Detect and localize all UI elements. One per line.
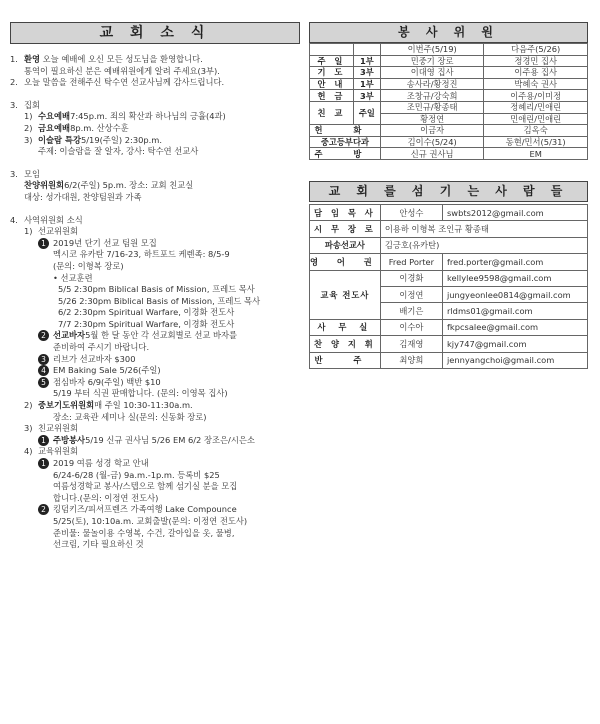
table-row: 헌 금 3부 조창규/강숙희 이주용/이미정 [310,90,588,102]
number-badge: 3 [38,354,49,365]
prayer-location: 장소: 교육관 세미나 실(문의: 신동화 장로) [53,411,207,422]
church-news-title: 교 회 소 식 [10,22,300,44]
table-row: 친 교 주일 조민규/황종태 정혜리/민애린 [310,101,588,113]
table-row: 기 도 3부 이대영 집사 이주용 집사 [310,67,588,79]
meetings-heading: 3. 집회 [10,99,41,110]
education-detail: 6/24-6/28 (월-금) 9a.m.-1p.m. 등록비 $25 [53,469,220,480]
training-item: 6/2 2:30pm Spiritual Warfare, 이경화 전도사 [58,307,235,318]
gathering-target: 대상: 성가대원, 찬양팀원과 가족 [24,191,142,202]
education-item: 2 킹덤키즈/피셔프렌즈 가족여행 Lake Compounce [10,504,300,516]
welcome-item: 1. 환영 오늘 예배에 오신 모든 성도님을 환영합니다. [10,54,203,64]
next-week-header: 다음주(5/26) [484,44,588,56]
email-link[interactable]: rldms01@gmail.com [442,303,587,319]
email-link[interactable]: jennyangchoi@gmail.com [442,352,587,368]
number-badge: 5 [38,377,49,388]
prayer-committee: 2) 중보기도위원회 매 주일 10:30-11:30a.m. [24,400,193,411]
training-item: 7/7 2:30pm Spiritual Warfare, 이경화 전도사 [58,318,235,329]
table-row: 주 일 1부 민중기 장로 정경민 집사 [310,55,588,67]
thanks-item: 2. 오늘 말씀을 전해주신 탁수연 선교사님께 감사드립니다. [10,77,225,88]
table-row: 영 어 권 Fred Porter fred.porter@gmail.com [310,254,588,270]
number-badge: 2 [38,330,49,341]
education-detail: 5/25(토), 10:10a.m. 교회출발(문의: 이정연 전도사) [53,515,248,526]
mission-item: 2 선교바자 5월 한 달 동안 각 선교회별로 선교 바자를 [10,330,300,342]
training-item: 5/5 2:30pm Biblical Basis of Mission, 프레드 목사 [58,284,255,295]
table-row: 사 무 실 이수아 fkpcsalee@gmail.com [310,319,588,335]
bullet-icon: • [53,272,61,283]
meeting-item: 1) 수요예배 7:45p.m. 죄의 확산과 하나님의 긍휼(4과) [24,111,226,122]
table-row: 안 내 1부 송사라/황정진 박혜숙 권사 [310,78,588,90]
number-badge: 1 [38,238,49,249]
table-row: 담 임 목 사 안성수 swbts2012@gmail.com [310,205,588,221]
gathering-heading: 3. 모임 [10,168,41,179]
church-staff-title: 교 회 를 섬 기 는 사 람 들 [309,181,588,202]
ministry-heading: 4. 사역위원회 소식 [10,214,83,225]
table-row: 시 무 장 로 이용하 이형복 조인규 황종태 [310,221,588,237]
table-row: 헌 화 이금자 김옥숙 [310,125,588,137]
training-item: 5/26 2:30pm Biblical Basis of Mission, 프레드 목사 [58,295,261,306]
mission-item: 3 리브가 선교바자 $300 [10,354,300,366]
number-badge: 1 [38,458,49,469]
training-heading: • 선교훈련 [53,272,93,283]
education-detail: 선크림, 기타 필요하신 것 [53,539,144,550]
number-badge: 2 [38,504,49,515]
table-row: 이정연 jungyeonlee0814@gmail.com [310,286,588,302]
email-link[interactable]: kjy747@gmail.com [442,336,587,352]
gathering-item: 찬양위원회 6/2(주일) 5p.m. 장소: 교회 친교실 [24,180,194,191]
meeting-topic: 주제: 이슬람을 잘 알자, 강사: 탁수연 선교사 [38,146,199,157]
education-detail: 여름성경학교 봉사/스텝으로 함께 섬기실 분을 모집 [53,481,238,492]
mission-item: 4 EM Baking Sale 5/26(주일) [10,365,300,377]
number-badge: 4 [38,365,49,376]
church-news-column [10,22,300,551]
table-row: 반 주 최양희 jennyangchoi@gmail.com [310,352,588,368]
mission-contact: (문의: 이형복 장로) [53,260,124,271]
table-row: 중고등부다과 김이수(5/24) 동현/민서(5/31) [310,136,588,148]
table-row: 파송선교사 김긍호(유카탄) [310,237,588,253]
mission-detail: 준비하여 주시기 바랍니다. [53,342,150,353]
service-volunteers-title: 봉 사 위 원 [309,22,588,43]
this-week-header: 이번주(5/19) [380,44,484,56]
table-row: 황정연 민애린/민애린 [310,113,588,125]
education-detail: 준비물: 물놀이용 수영복, 수건, 갈아입을 옷, 물병, [53,527,235,538]
meeting-item: 2) 금요예배 8p.m. 산상수훈 [24,122,129,133]
meeting-item: 3) 이슬람 특강 5/19(주일) 2:30p.m. [24,134,162,145]
email-link[interactable]: fred.porter@gmail.com [442,254,587,270]
email-link[interactable]: fkpcsalee@gmail.com [442,319,587,335]
fellowship-item: 1 주방봉사 5/19 신규 권사님 5/26 EM 6/2 장조은/시은소 [10,435,300,447]
table-row [310,44,588,56]
mission-committee-heading: 1) 선교위원회 [24,226,79,237]
service-volunteers-table [309,43,588,160]
number-badge: 1 [38,435,49,446]
email-link[interactable]: kellylee9598@gmail.com [442,270,587,286]
education-item: 1 2019 여름 성경 학교 안내 [10,458,300,470]
table-row: 주 방 신규 권사님 EM [310,148,588,160]
mission-detail: 멕시코 유카탄 7/16-23, 하트포드 케렌족: 8/5-9 [53,249,230,260]
table-row: 배기은 rldms01@gmail.com [310,303,588,319]
email-link[interactable]: swbts2012@gmail.com [442,205,587,221]
welcome-line2: 통역이 필요하신 분은 예배위원에게 알려 주세요(3부). [24,65,220,76]
education-committee-heading: 4) 교육위원회 [24,446,79,457]
email-link[interactable]: jungyeonlee0814@gmail.com [442,286,587,302]
education-detail: 합니다.(문의: 이정연 전도사) [53,492,159,503]
table-row: 교육 전도사 이경화 kellylee9598@gmail.com [310,270,588,286]
mission-item: 5 점심바자 6/9(주일) 백반 $10 [10,377,300,389]
church-staff-table [309,204,588,369]
table-row: 찬 양 지 휘 김재영 kjy747@gmail.com [310,336,588,352]
fellowship-committee-heading: 3) 친교위원회 [24,423,79,434]
mission-detail: 5/19 부터 식권 판매합니다. (문의: 이영목 집사) [53,388,228,399]
mission-item: 1 2019년 단기 선교 팀원 모집 [10,238,300,250]
